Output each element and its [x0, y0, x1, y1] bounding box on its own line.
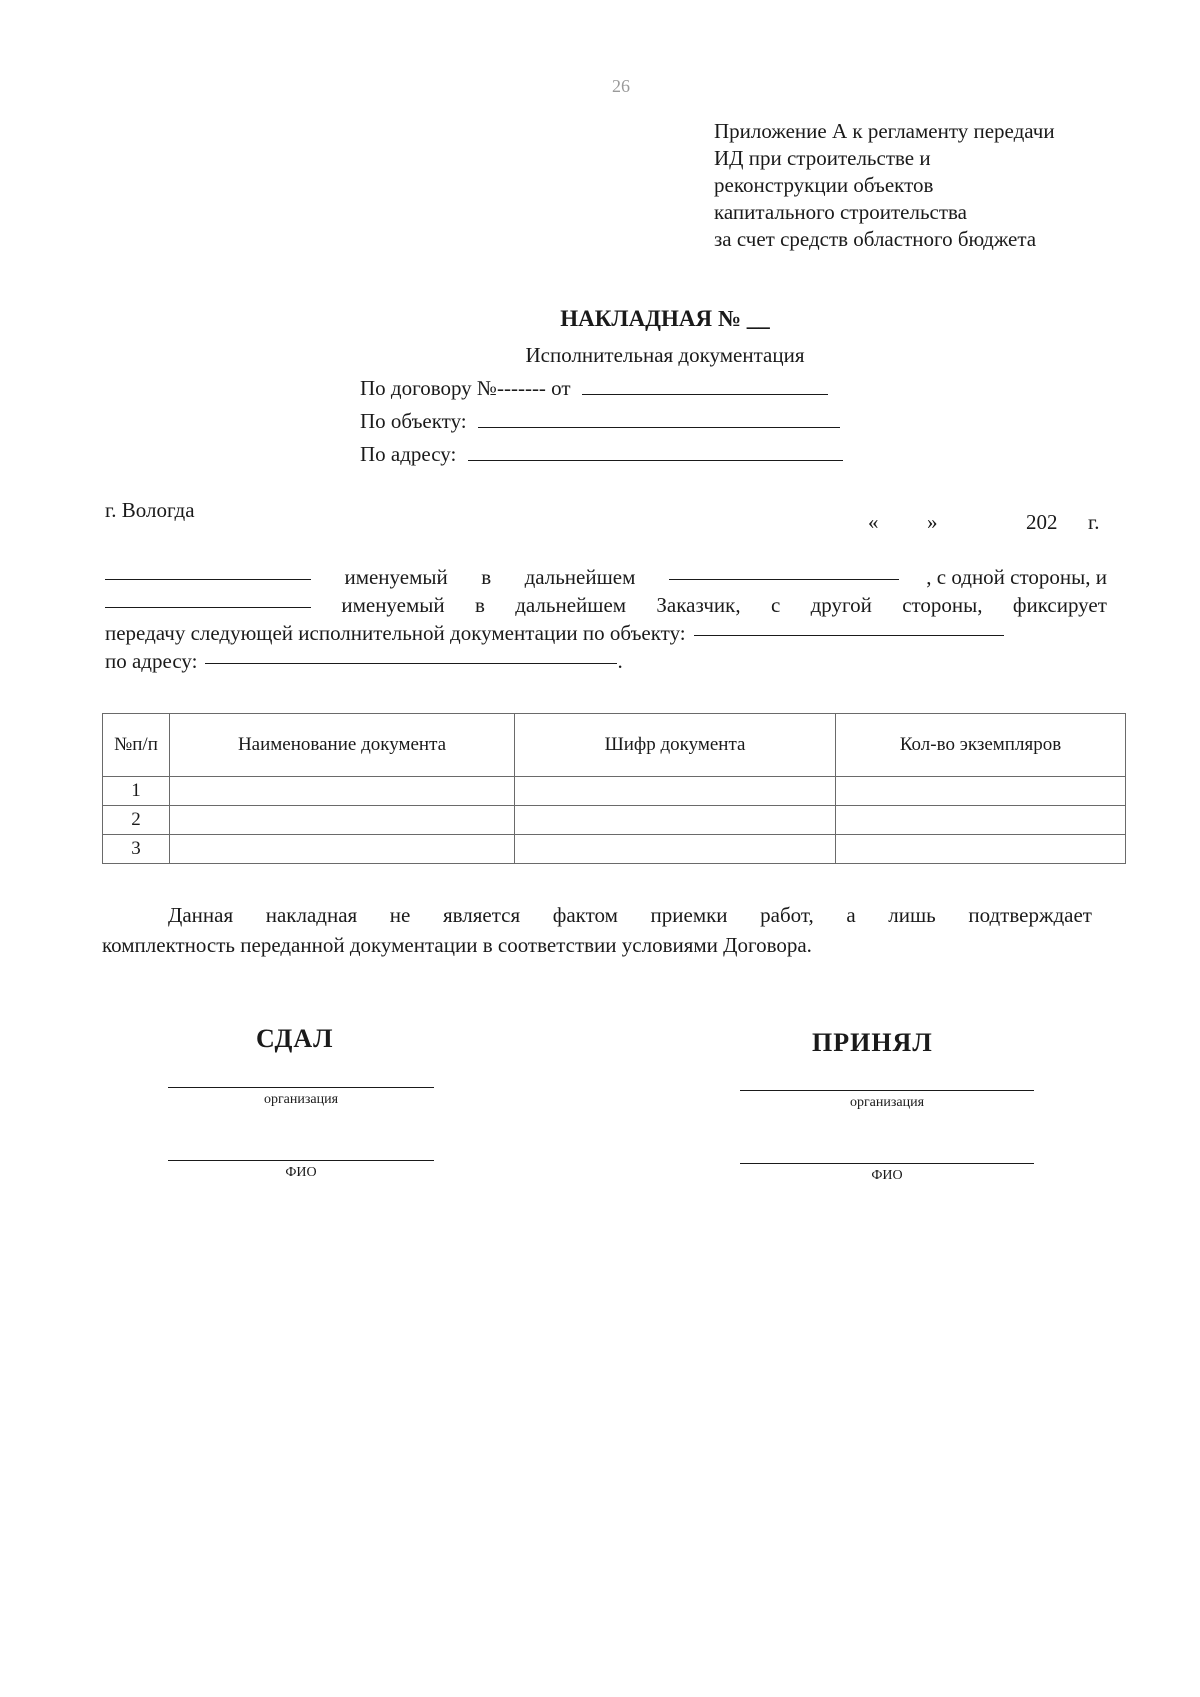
note-word: Данная	[168, 903, 234, 927]
table-cell	[170, 777, 515, 806]
page-number: 26	[612, 76, 630, 96]
table-cell	[836, 835, 1126, 864]
document-date	[868, 510, 1100, 535]
intro-word: именуемый	[341, 593, 445, 617]
accepted-org-line	[740, 1090, 1034, 1091]
intro-paragraph	[105, 563, 1107, 675]
column-header: Наименование документа	[170, 714, 515, 777]
note-word: приемки	[650, 903, 728, 927]
address-label: По адресу:	[360, 442, 457, 466]
intro-word: в	[474, 593, 485, 617]
intro-word: Заказчик,	[656, 593, 741, 617]
note-word: не	[389, 903, 411, 927]
note-word: подтверждает	[968, 903, 1092, 927]
intro-text: по адресу:	[105, 649, 198, 673]
object-line	[360, 409, 840, 434]
appendix-line: Приложение А к регламенту передачи	[714, 119, 1055, 143]
note-word: а	[846, 903, 856, 927]
date-year-suffix: г.	[1088, 510, 1100, 534]
table-row	[103, 835, 1126, 864]
appendix-line: ИД при строительстве и	[714, 146, 931, 170]
intro-word: дальнейшем	[515, 593, 627, 617]
date-open-quote: «	[868, 510, 879, 534]
column-header: №п/п	[103, 714, 170, 777]
contract-label: По договору №------- от	[360, 376, 571, 400]
table-cell	[515, 835, 836, 864]
handed-over-org-caption: организация	[263, 1092, 339, 1107]
note-word: работ,	[760, 903, 814, 927]
intro-line-2	[105, 591, 1107, 619]
column-header: Шифр документа	[515, 714, 836, 777]
intro-word: дальнейшем	[524, 565, 636, 589]
date-year: 202	[1026, 510, 1058, 534]
table-cell: 2	[103, 806, 170, 835]
table-header-row	[103, 714, 1126, 777]
accepted-name-line	[740, 1163, 1034, 1164]
handed-over-heading: СДАЛ	[256, 1024, 334, 1053]
party-1-role-blank	[669, 563, 899, 580]
table-row	[103, 806, 1126, 835]
intro-word: фиксирует	[1012, 593, 1107, 617]
table-cell	[836, 806, 1126, 835]
contract-date-blank	[582, 378, 828, 395]
intro-text: .	[617, 649, 623, 673]
date-close-quote: »	[927, 510, 938, 534]
table-cell: 3	[103, 835, 170, 864]
disclaimer-line-2: комплектность переданной документации в соответствии условиями Договора.	[102, 933, 812, 957]
address-blank	[468, 444, 843, 461]
note-word: является	[442, 903, 521, 927]
handed-over-name-line	[168, 1160, 434, 1161]
object-blank	[478, 411, 840, 428]
object-name-blank	[694, 619, 1004, 636]
accepted-org-caption: организация	[849, 1095, 925, 1110]
document-subtitle: Исполнительная документация	[525, 343, 805, 367]
table-cell: 1	[103, 777, 170, 806]
table-cell	[170, 835, 515, 864]
intro-text: передачу следующей исполнительной документации по объекту:	[105, 621, 686, 645]
address-line	[360, 442, 843, 467]
table-cell	[170, 806, 515, 835]
accepted-heading: ПРИНЯЛ	[812, 1028, 933, 1057]
intro-word: , с одной стороны, и	[926, 565, 1107, 589]
handed-over-org-line	[168, 1087, 434, 1088]
table-row	[103, 777, 1126, 806]
column-header: Кол-во экземпляров	[836, 714, 1126, 777]
document-title: НАКЛАДНАЯ № __	[560, 306, 770, 331]
party-2-blank	[105, 591, 311, 608]
intro-word: другой	[810, 593, 872, 617]
appendix-line: за счет средств областного бюджета	[714, 227, 1037, 251]
table-cell	[515, 806, 836, 835]
appendix-reference	[714, 118, 1055, 253]
object-address-blank	[205, 647, 617, 664]
intro-line-1	[105, 563, 1107, 591]
city-name: г. Вологда	[105, 498, 195, 522]
disclaimer-paragraph	[102, 900, 1092, 960]
table-cell	[836, 777, 1126, 806]
table-cell	[515, 777, 836, 806]
intro-word: стороны,	[902, 593, 983, 617]
object-label: По объекту:	[360, 409, 467, 433]
contract-line	[360, 376, 828, 401]
appendix-line: капитального строительства	[714, 200, 967, 224]
party-1-blank	[105, 563, 311, 580]
intro-word: именуемый	[344, 565, 448, 589]
intro-line-3	[105, 619, 1107, 647]
intro-word: с	[770, 593, 781, 617]
note-word: фактом	[552, 903, 618, 927]
accepted-name-caption: ФИО	[871, 1168, 903, 1183]
note-word: лишь	[888, 903, 936, 927]
appendix-line: реконструкции объектов	[714, 173, 934, 197]
disclaimer-line-1	[102, 900, 1092, 930]
handed-over-name-caption: ФИО	[285, 1165, 317, 1180]
documents-table	[102, 713, 1126, 864]
intro-line-4	[105, 647, 1107, 675]
intro-word: в	[481, 565, 492, 589]
note-word: накладная	[265, 903, 358, 927]
